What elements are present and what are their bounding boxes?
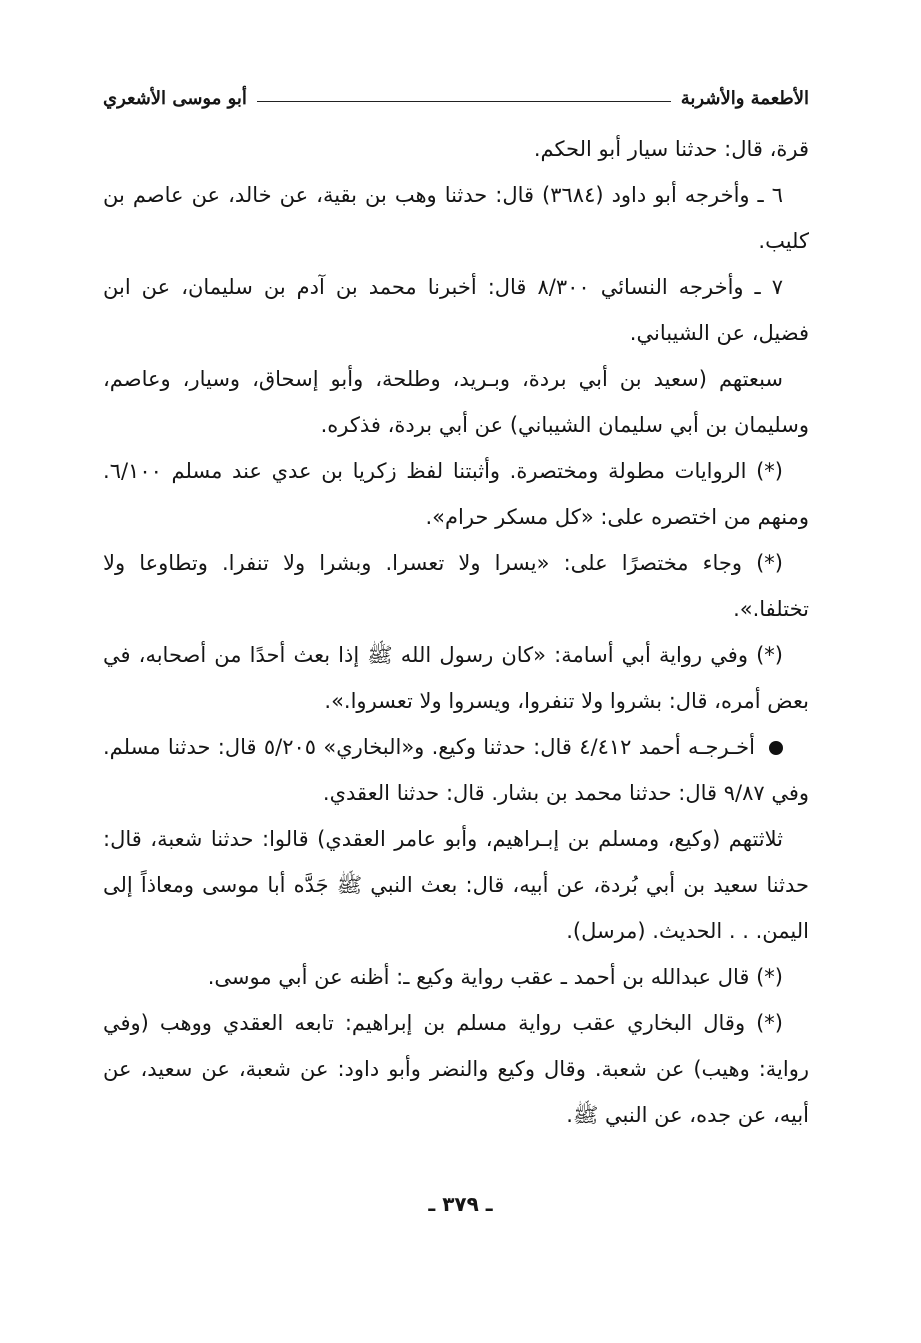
header-rule <box>257 101 671 102</box>
paragraph-2: ٦ ـ وأخرجه أبو داود (٣٦٨٤) قال: حدثنا وهب بن بقية، عن خالد، عن عاصم بن كليب. <box>103 183 809 253</box>
page-number: ـ ٣٧٩ ـ <box>428 1192 493 1216</box>
running-header <box>103 80 809 116</box>
paragraph-8-text: أخـرجـه أحمد ٤/٤١٢ قال: حدثنا وكيع. و«البخاري» ٥/٢٠٥ قال: حدثنا مسلم. وفي ٩/٨٧ قال: حدثنا محمد بن بشار. قال: حدثنا العقدي. <box>103 735 809 805</box>
page-body <box>103 126 809 1138</box>
paragraph-8-takhrij <box>103 724 809 816</box>
paragraph-5-note: (*) الروايات مطولة ومختصرة. وأثبتنا لفظ زكريا بن عدي عند مسلم ٦/١٠٠. ومنهم من اختصره على: «كل مسكر حرام». <box>103 459 809 529</box>
header-left-title: أبو موسى الأشعري <box>103 87 247 109</box>
paragraph-10-note: (*) قال عبدالله بن أحمد ـ عقب رواية وكيع ـ: أظنه عن أبي موسى. <box>207 965 783 989</box>
paragraph-11-note: (*) وقال البخاري عقب رواية مسلم بن إبراهيم: تابعه العقدي ووهب (وفي رواية: وهيب) عن شعبة. وقال وكيع والنضر وأبو داود: عن شعبة، عن سعيد، عن أبيه، عن جده، عن النبي ﷺ. <box>103 1011 809 1127</box>
header-right-title: الأطعمة والأشربة <box>680 87 809 109</box>
bullet-icon <box>769 741 783 755</box>
paragraph-6-note: (*) وجاء مختصرًا على: «يسرا ولا تعسرا. وبشرا ولا تنفرا. وتطاوعا ولا تختلفا.». <box>103 551 809 621</box>
paragraph-1: قرة، قال: حدثنا سيار أبو الحكم. <box>533 137 809 161</box>
paragraph-4: سبعتهم (سعيد بن أبي بردة، وبـريد، وطلحة، وأبو إسحاق، وسيار، وعاصم، وسليمان بن أبي سليمان الشيباني) عن أبي بردة، فذكره. <box>103 367 809 437</box>
paragraph-9: ثلاثتهم (وكيع، ومسلم بن إبـراهيم، وأبو عامر العقدي) قالوا: حدثنا شعبة، قال: حدثنا سعيد بن أبي بُردة، عن أبيه، قال: بعث النبي ﷺ جَدَّه أبا موسى ومعاذاً إلى اليمن. . . الحديث. (مرسل). <box>103 827 809 943</box>
paragraph-3: ٧ ـ وأخرجه النسائي ٨/٣٠٠ قال: أخبرنا محمد بن آدم بن سليمان، عن ابن فضيل، عن الشيباني. <box>103 275 809 345</box>
paragraph-7-note: (*) وفي رواية أبي أسامة: «كان رسول الله ﷺ إذا بعث أحدًا من أصحابه، في بعض أمره، قال: بشروا ولا تنفروا، ويسروا ولا تعسروا.». <box>103 643 809 713</box>
